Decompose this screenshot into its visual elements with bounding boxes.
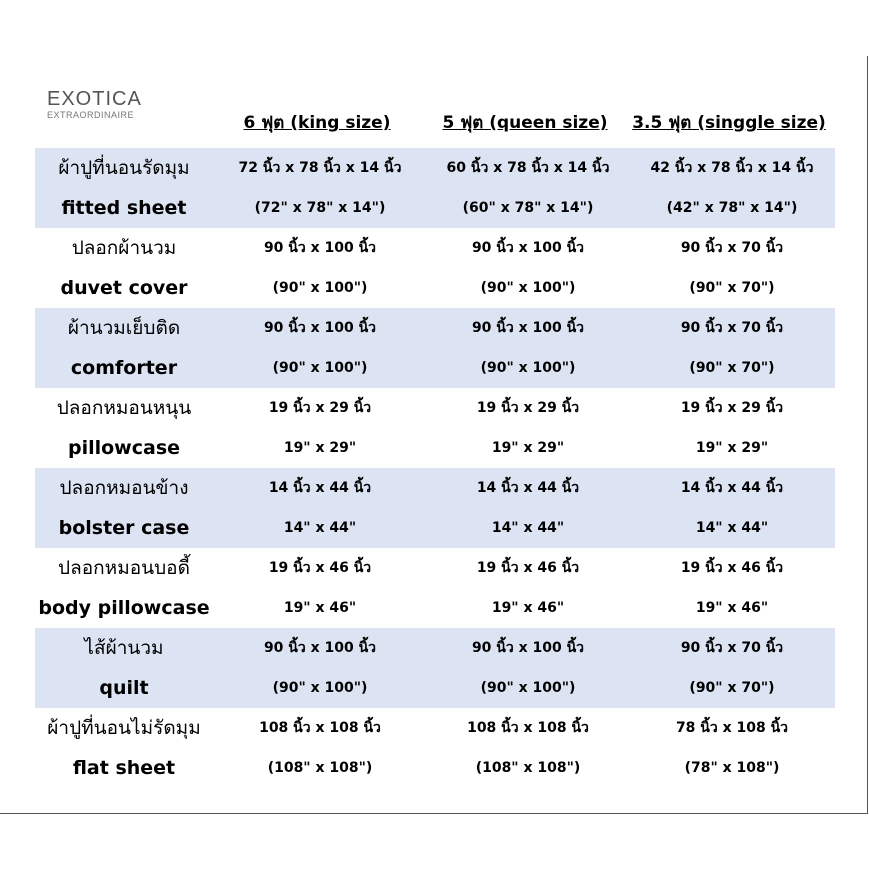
size-metric: 90 นิ้ว x 100 นิ้ว <box>471 320 585 336</box>
size-metric: 14 นิ้ว x 44 นิ้ว <box>268 480 372 496</box>
size-inch: (78" x 108") <box>684 760 780 776</box>
size-inch: (90" x 70") <box>689 280 775 296</box>
size-inch: (90" x 100") <box>272 360 368 376</box>
size-metric: 90 นิ้ว x 100 นิ้ว <box>471 240 585 256</box>
size-metric: 90 นิ้ว x 100 นิ้ว <box>471 640 585 656</box>
table-row <box>35 628 835 708</box>
size-metric: 90 นิ้ว x 70 นิ้ว <box>680 640 784 656</box>
column-header-king: 6 ฟุต (king size) <box>243 113 391 133</box>
size-metric: 90 นิ้ว x 100 นิ้ว <box>263 240 377 256</box>
size-inch: 19" x 46" <box>491 600 565 616</box>
size-metric: 108 นิ้ว x 108 นิ้ว <box>259 720 381 736</box>
size-inch: 14" x 44" <box>695 520 769 536</box>
size-metric: 90 นิ้ว x 70 นิ้ว <box>680 320 784 336</box>
size-metric: 19 นิ้ว x 46 นิ้ว <box>680 560 784 576</box>
size-inch: (108" x 108") <box>475 760 581 776</box>
size-inch: 19" x 29" <box>283 440 357 456</box>
row-name-english: comforter <box>70 357 178 379</box>
size-inch: (90" x 100") <box>480 360 576 376</box>
size-inch: (108" x 108") <box>267 760 373 776</box>
row-name-thai: ปลอกหมอนหนุน <box>56 397 192 419</box>
size-inch: 19" x 29" <box>695 440 769 456</box>
table-row <box>35 708 835 788</box>
brand-logo <box>47 88 142 120</box>
row-name-english: bolster case <box>58 517 190 539</box>
size-table <box>35 148 835 788</box>
logo-tagline: EXTRAORDINAIRE <box>47 110 135 120</box>
size-inch: (90" x 100") <box>272 680 368 696</box>
size-inch: 19" x 46" <box>283 600 357 616</box>
logo-wordmark: EXOTICA <box>47 88 142 110</box>
size-metric: 108 นิ้ว x 108 นิ้ว <box>467 720 589 736</box>
size-metric: 19 นิ้ว x 46 นิ้ว <box>268 560 372 576</box>
row-name-english: body pillowcase <box>38 597 210 619</box>
frame-right-border <box>867 56 868 814</box>
size-inch: 19" x 29" <box>491 440 565 456</box>
size-metric: 19 นิ้ว x 29 นิ้ว <box>268 400 372 416</box>
table-row <box>35 148 835 228</box>
size-metric: 19 นิ้ว x 29 นิ้ว <box>680 400 784 416</box>
table-row <box>35 468 835 548</box>
frame-bottom-border <box>0 813 868 814</box>
size-metric: 14 นิ้ว x 44 นิ้ว <box>476 480 580 496</box>
size-inch: 19" x 46" <box>695 600 769 616</box>
row-name-english: flat sheet <box>72 757 176 779</box>
row-name-thai: ปลอกหมอนบอดี้ <box>58 557 190 579</box>
size-metric: 72 นิ้ว x 78 นิ้ว x 14 นิ้ว <box>238 160 402 176</box>
column-header-single: 3.5 ฟุต (singgle size) <box>632 113 826 133</box>
size-metric: 19 นิ้ว x 46 นิ้ว <box>476 560 580 576</box>
row-name-thai: ปลอกผ้านวม <box>71 237 177 259</box>
row-name-thai: ปลอกหมอนข้าง <box>59 477 189 499</box>
table-row <box>35 228 835 308</box>
size-inch: (90" x 70") <box>689 680 775 696</box>
size-inch: (72" x 78" x 14") <box>254 200 386 216</box>
size-metric: 14 นิ้ว x 44 นิ้ว <box>680 480 784 496</box>
size-inch: (42" x 78" x 14") <box>666 200 798 216</box>
size-metric: 78 นิ้ว x 108 นิ้ว <box>675 720 789 736</box>
row-name-english: pillowcase <box>67 437 181 459</box>
size-metric: 60 นิ้ว x 78 นิ้ว x 14 นิ้ว <box>446 160 610 176</box>
row-name-english: duvet cover <box>60 277 188 299</box>
size-metric: 19 นิ้ว x 29 นิ้ว <box>476 400 580 416</box>
size-inch: (90" x 100") <box>272 280 368 296</box>
row-name-english: quilt <box>99 677 149 699</box>
size-inch: 14" x 44" <box>491 520 565 536</box>
size-metric: 90 นิ้ว x 70 นิ้ว <box>680 240 784 256</box>
row-name-english: fitted sheet <box>61 197 187 219</box>
row-name-thai: ผ้านวมเย็บติด <box>67 317 181 339</box>
table-row <box>35 388 835 468</box>
size-metric: 42 นิ้ว x 78 นิ้ว x 14 นิ้ว <box>650 160 814 176</box>
row-name-thai: ไส้ผ้านวม <box>84 637 164 659</box>
size-inch: (90" x 100") <box>480 680 576 696</box>
size-metric: 90 นิ้ว x 100 นิ้ว <box>263 640 377 656</box>
column-header-queen: 5 ฟุต (queen size) <box>442 113 608 133</box>
size-inch: (60" x 78" x 14") <box>462 200 594 216</box>
row-name-thai: ผ้าปูที่นอนไม่รัดมุม <box>47 717 201 739</box>
table-row <box>35 548 835 628</box>
size-inch: 14" x 44" <box>283 520 357 536</box>
table-row <box>35 308 835 388</box>
size-metric: 90 นิ้ว x 100 นิ้ว <box>263 320 377 336</box>
size-inch: (90" x 70") <box>689 360 775 376</box>
size-inch: (90" x 100") <box>480 280 576 296</box>
row-name-thai: ผ้าปูที่นอนรัดมุม <box>58 157 190 179</box>
